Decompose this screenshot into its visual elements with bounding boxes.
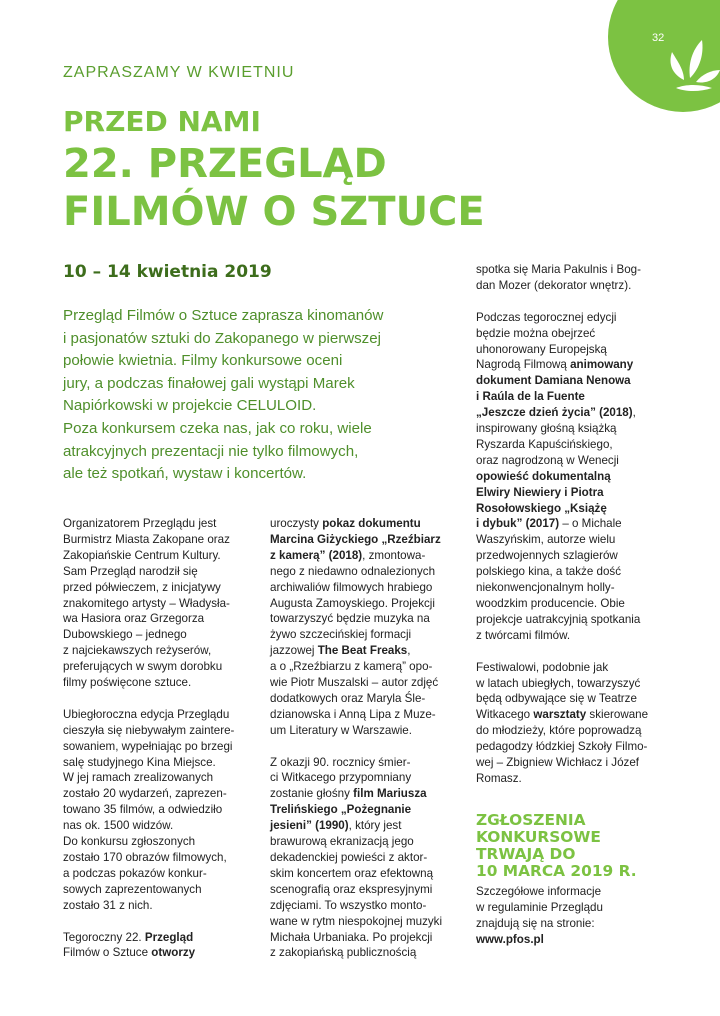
info-line: w regulaminie Przeglądu: [476, 900, 603, 914]
text-line: [476, 469, 676, 485]
bold-run: Trelińskiego „Pożegnanie: [270, 803, 412, 817]
bold-run: i Raúla de la Fuente: [476, 390, 585, 404]
text-run: zostanie głośny: [270, 787, 354, 801]
info-line: znajdują się na stronie:: [476, 916, 595, 930]
lead-line: ale też spotkań, wystaw i koncertów.: [63, 465, 307, 483]
text-line: uhonorowany Europejską: [476, 342, 607, 356]
bold-run: Marcina Giżyckiego „Rzeźbiarz: [270, 532, 441, 546]
text-line: a o „Rzeźbiarzu z kamerą” opo-: [270, 660, 433, 674]
text-run: Filmów o Sztuce: [63, 946, 152, 960]
text-line: filmy poświęcone sztuce.: [63, 676, 192, 690]
bold-run: The Beat Freaks: [317, 644, 408, 658]
title-line-1: PRZED NAMI: [63, 105, 261, 138]
text-line: Festiwalowi, podobnie jak: [476, 660, 609, 674]
text-line: Romasz.: [476, 771, 522, 785]
text-line: [270, 548, 465, 564]
lead-line: atrakcyjnych prezentacji nie tylko filmowych,: [63, 442, 359, 460]
text-line: [476, 707, 676, 723]
text-line: Z okazji 90. rocznicy śmier-: [270, 755, 411, 769]
text-line: Sam Przegląd narodził się: [63, 564, 198, 578]
text-line: Waszyńskim, autorze wielu: [476, 533, 616, 547]
text-line: um Literatury w Warszawie.: [270, 723, 412, 737]
text-line: zostało 31 z nich.: [63, 898, 153, 912]
text-line: [270, 786, 465, 802]
text-line: Ubiegłoroczna edycja Przeglądu: [63, 707, 230, 721]
text-line: przed półwieczem, z inicjatywy: [63, 580, 221, 594]
text-line: Organizatorem Przeglądu jest: [63, 517, 217, 530]
text-line: będzie można obejrzeć: [476, 326, 596, 340]
info-text: [476, 884, 603, 948]
text-line: [476, 516, 676, 532]
text-line: niekonwencjonalnym holly-: [476, 581, 615, 595]
bold-run: z kamerą” (2018): [270, 548, 363, 562]
callout-line: KONKURSOWE: [476, 828, 601, 846]
callout-line: ZGŁOSZENIA: [476, 811, 586, 829]
text-line: towano 35 filmów, a odwiedziło: [63, 803, 223, 817]
text-line: W jej ramach zrealizowanych: [63, 771, 214, 785]
bold-run: dokument Damiana Nenowa: [476, 374, 631, 388]
column-2: [270, 516, 465, 977]
page-number: 32: [652, 32, 665, 44]
info-line: Szczegółowe informacje: [476, 885, 602, 898]
bold-run: Elwiry Niewiery i Piotra: [476, 485, 604, 499]
bold-run: i dybuk” (2017): [476, 517, 560, 531]
text-line: Podczas tegorocznej edycji: [476, 310, 617, 324]
text-line: Michała Urbaniaka. Po projekcji: [270, 930, 433, 944]
text-run: Tegoroczny 22.: [63, 930, 145, 944]
text-line: do młodzieży, które poprowadzą: [476, 724, 642, 738]
text-line: Burmistrz Miasta Zakopane oraz: [63, 532, 230, 546]
paragraph: [63, 516, 258, 691]
bold-run: „Jeszcze dzień życia” (2018): [476, 406, 633, 420]
bold-run: animowany: [570, 358, 634, 372]
text-run: – o Michale: [559, 517, 622, 531]
text-line: [270, 532, 465, 548]
text-run: jazzowej: [270, 644, 318, 658]
text-line: preferujących w swym dorobku: [63, 660, 223, 674]
kicker: ZAPRASZAMY W KWIETNIU: [63, 64, 295, 81]
website-link[interactable]: [476, 932, 603, 948]
text-line: archiwaliów filmowych hrabiego: [270, 580, 433, 594]
lead-paragraph: [63, 305, 463, 486]
text-run: skierowane: [586, 708, 649, 722]
text-line: zostało 20 wydarzeń, zaprezen-: [63, 787, 227, 801]
text-run: , który jest: [348, 819, 402, 833]
bold-run: otworzy: [151, 946, 196, 960]
text-line: Zakopiańskie Centrum Kultury.: [63, 548, 221, 562]
text-line: [476, 373, 676, 389]
bold-run: warsztaty: [533, 708, 587, 722]
text-line: wa Hasiora oraz Grzegorza: [63, 612, 205, 626]
text-line: [63, 945, 258, 961]
text-line: dan Mozer (dekorator wnętrz).: [476, 278, 632, 292]
text-line: Ryszarda Kapuścińskiego,: [476, 437, 613, 451]
text-run: ,: [632, 406, 636, 420]
text-run: ,: [407, 644, 411, 658]
text-line: skim koncertem oraz efektowną: [270, 866, 434, 880]
text-line: polskiego kina, a także dość: [476, 565, 622, 579]
bold-run: pokaz dokumentu: [322, 517, 421, 530]
text-run: Nagrodą Filmową: [476, 358, 571, 372]
text-line: [270, 516, 465, 532]
text-line: dodatkowych oraz Maryla Śle-: [270, 691, 426, 705]
text-line: dekadenckiej powieści z aktor-: [270, 851, 428, 865]
paragraph: [63, 930, 258, 962]
bold-run: film Mariusza: [353, 787, 427, 801]
website-url: www.pfos.pl: [476, 932, 544, 946]
text-line: zostało 170 obrazów filmowych,: [63, 851, 227, 865]
text-line: [476, 405, 676, 421]
text-line: Dubowskiego – jednego: [63, 628, 187, 642]
lead-line: i pasjonatów sztuki do Zakopanego w pierwszej: [63, 329, 381, 347]
column-3: [476, 262, 676, 803]
text-line: znakomitego artysty – Władysła-: [63, 596, 230, 610]
text-line: ci Witkacego przypomniany: [270, 771, 412, 785]
bold-run: opowieść dokumentalną: [476, 469, 611, 483]
callout-line: 10 MARCA 2019 R.: [476, 862, 637, 880]
text-line: w latach ubiegłych, towarzyszyć: [476, 676, 641, 690]
text-line: sowaniem, wypełniając po brzegi: [63, 739, 233, 753]
text-line: [270, 802, 465, 818]
text-line: nas ok. 1500 widzów.: [63, 819, 174, 833]
text-line: nego z niedawno odnalezionych: [270, 564, 436, 578]
lead-line: Poza konkursem czeka nas, jak co roku, wiele: [63, 419, 372, 437]
text-run: uroczysty: [270, 517, 323, 530]
text-line: sowych zaprezentowanych: [63, 882, 202, 896]
lead-line: Napiórkowski w projekcie CELULOID.: [63, 397, 317, 415]
deadline-callout: [476, 812, 637, 880]
text-line: cieszyła się niebywałym zaintere-: [63, 723, 235, 737]
text-line: z zakopiańską publicznością: [270, 946, 417, 960]
event-dates: 10 – 14 kwietnia 2019: [63, 262, 272, 282]
bold-run: Przegląd: [144, 930, 194, 944]
text-line: projekcje uatrakcyjnią spotkania: [476, 612, 641, 626]
text-line: a podczas pokazów konkur-: [63, 866, 207, 880]
text-line: scenografią oraz ekspresyjnymi: [270, 882, 433, 896]
text-run: , zmontowa-: [362, 548, 426, 562]
text-line: spotka się Maria Pakulnis i Bog-: [476, 263, 641, 276]
column-1: [63, 516, 258, 977]
paragraph: [270, 516, 465, 739]
text-line: [63, 930, 258, 946]
paragraph: [270, 755, 465, 962]
text-line: woodzkim producencie. Obie: [476, 597, 625, 611]
text-line: z najciekawszych reżyserów,: [63, 644, 212, 658]
text-line: brawurową ekranizacją jego: [270, 835, 414, 849]
title-line-3: FILMÓW O SZTUCE: [63, 189, 485, 235]
text-line: inspirowany głośną książką: [476, 422, 617, 436]
text-line: z twórcami filmów.: [476, 628, 571, 642]
paragraph: [476, 310, 676, 644]
text-line: [270, 818, 465, 834]
text-run: Witkacego: [476, 708, 534, 722]
text-line: wane w rytm niespokojnej muzyki: [270, 914, 443, 928]
text-line: zdjęciami. To wszystko monto-: [270, 898, 427, 912]
text-line: Augusta Zamoyskiego. Projekcji: [270, 596, 435, 610]
text-line: [476, 357, 676, 373]
lead-line: Przegląd Filmów o Sztuce zaprasza kinomanów: [63, 307, 384, 324]
page-title: [63, 105, 485, 235]
text-line: oraz nagrodzoną w Wenecji: [476, 453, 619, 467]
lead-line: połowie kwietnia. Filmy konkursowe oceni: [63, 352, 343, 370]
text-line: towarzyszyć będzie muzyka na: [270, 612, 430, 626]
text-line: wej – Zbigniew Wichłacz i Józef: [476, 756, 640, 770]
paragraph: [476, 262, 676, 294]
text-line: [270, 643, 465, 659]
text-line: salę studyjnego Kina Miejsce.: [63, 755, 216, 769]
title-line-2: 22. PRZEGLĄD: [63, 141, 387, 187]
paragraph: [476, 660, 676, 787]
text-line: wie Piotr Muszalski – autor zdjęć: [270, 676, 439, 690]
bold-run: Rosołowskiego „Książę: [476, 501, 607, 515]
text-line: będą odbywające się w Teatrze: [476, 692, 637, 706]
text-line: [476, 485, 676, 501]
bold-run: jesieni” (1990): [270, 819, 349, 833]
text-line: dzianowska i Anną Lipa z Muze-: [270, 707, 436, 721]
text-line: Do konkursu zgłoszonych: [63, 835, 196, 849]
text-line: żywo szczecińskiej formacji: [270, 628, 412, 642]
lead-line: jury, a podczas finałowej gali wystąpi Marek: [63, 374, 355, 392]
text-line: pedagodzy łódzkiej Szkoły Filmo-: [476, 740, 648, 754]
text-line: przedwojennych szlagierów: [476, 549, 618, 563]
paragraph: [63, 707, 258, 914]
text-line: [476, 389, 676, 405]
leaf-logo-icon: [662, 34, 720, 96]
text-line: [476, 501, 676, 517]
callout-line: TRWAJĄ DO: [476, 845, 576, 863]
